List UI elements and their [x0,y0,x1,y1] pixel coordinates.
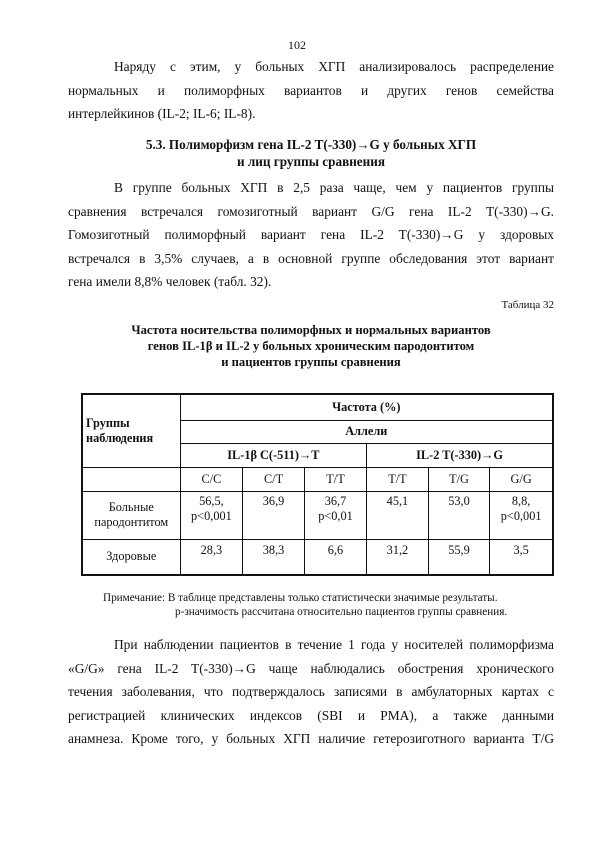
alleles-header: Аллели [180,420,553,443]
value-cell [428,491,490,539]
cell-pvalue: p<0,001 [191,508,232,523]
section-title-line-2: и лиц группы сравнения [236,154,385,169]
group-header-line-1: Группы [86,415,130,430]
value-cell: 31,2 [367,539,429,575]
table-label: Таблица 32 [501,299,554,311]
para3-line-5: анамнеза. Кроме того, у больных ХГП наличие гетерозиготного варианта T/G [68,731,554,747]
value-cell [243,491,305,539]
para3-line-2: «G/G» гена IL-2 T(-330)→G чаще наблюдались обострения хронического [68,660,554,676]
intro-line-1: Наряду с этим, у больных ХГП анализировалось распределение [114,59,554,74]
group-header-line-2: наблюдения [86,430,154,445]
value-cell [367,491,429,539]
subheader-cell: T/T [367,467,429,491]
intro-line-2: нормальных и полиморфных вариантов и других генов семейства [68,82,554,98]
cell-value: 56,5, [199,493,224,508]
value-cell: 38,3 [243,539,305,575]
frequency-table [81,393,554,576]
value-cell: 28,3 [180,539,243,575]
para2-line-2: сравнения встречался гомозиготный вариант G/G гена IL-2 T(-330)→G. [68,203,554,219]
cell-value: 36,9 [262,493,285,508]
cell-pvalue: p<0,001 [500,508,542,523]
table-row [82,491,553,539]
para3-line-3: течения заболевания, что подтверждалось записями в амбулаторных картах с [68,684,554,700]
page-number: 102 [288,38,306,52]
subheader-cell: C/C [180,467,243,491]
table-title [68,322,554,370]
subheader-cell: G/G [490,467,553,491]
cell-value: 36,7 [324,493,347,508]
value-cell: 3,5 [490,539,553,575]
para3-line-4: регистрацией клинических индексов (SBI и PMA), а также данными [68,707,554,723]
subheader-cell: T/T [304,467,366,491]
note-line-2: р-значимость рассчитана относительно пациентов группы сравнения. [175,606,508,618]
frequency-header: Частота (%) [180,394,553,420]
subheader-cell: T/G [428,467,490,491]
cell-value: 45,1 [386,493,409,508]
cell-pvalue: p<0,01 [318,508,353,523]
table-row [82,539,553,575]
row-label: Здоровые [82,539,180,575]
row-label-line-2: пародонтитом [94,515,169,529]
paragraph-2 [68,176,554,294]
paragraph-3 [68,633,554,751]
table-title-line-3: и пациентов группы сравнения [221,355,401,369]
value-cell [490,491,553,539]
note-line-1: Примечание: В таблице представлены только статистически значимые результаты. [103,592,498,604]
para2-line-3: Гомозиготный полиморфный вариант гена IL-2 T(-330)→G у здоровых [68,227,554,243]
value-cell: 6,6 [304,539,366,575]
intro-line-3: интерлейкинов (IL-2; IL-6; IL-8). [68,106,256,122]
table-note [103,591,507,619]
gene-il1b-header: IL-1β C(-511)→T [180,443,367,467]
empty-cell [82,467,180,491]
para3-line-1: При наблюдении пациентов в течение 1 года у носителей полиморфизма [114,637,554,652]
group-header [82,394,180,467]
gene-il2-header: IL-2 T(-330)→G [367,443,553,467]
para2-line-4: встречался в 3,5% случаев, а в основной группе обследования этот вариант [68,250,554,266]
row-label-line-1: Больные [108,500,154,514]
intro-paragraph [68,55,554,126]
cell-value: 53,0 [448,493,470,508]
section-title [68,136,554,170]
section-title-line-1: 5.3. Полиморфизм гена IL-2 T(-330)→G у больных ХГП [145,137,477,152]
subheader-cell: C/T [243,467,305,491]
row-label [82,491,180,539]
para2-line-1: В группе больных ХГП в 2,5 раза чаще, чем у пациентов группы [114,180,554,195]
table-title-line-1: Частота носительства полиморфных и нормальных вариантов [131,323,491,337]
cell-value: 8,8, [511,493,531,508]
table-title-line-2: генов IL-1β и IL-2 у больных хроническим пародонтитом [147,339,475,353]
value-cell [304,491,366,539]
para2-line-5: гена имели 8,8% человек (табл. 32). [68,274,272,290]
value-cell [180,491,243,539]
value-cell: 55,9 [428,539,490,575]
